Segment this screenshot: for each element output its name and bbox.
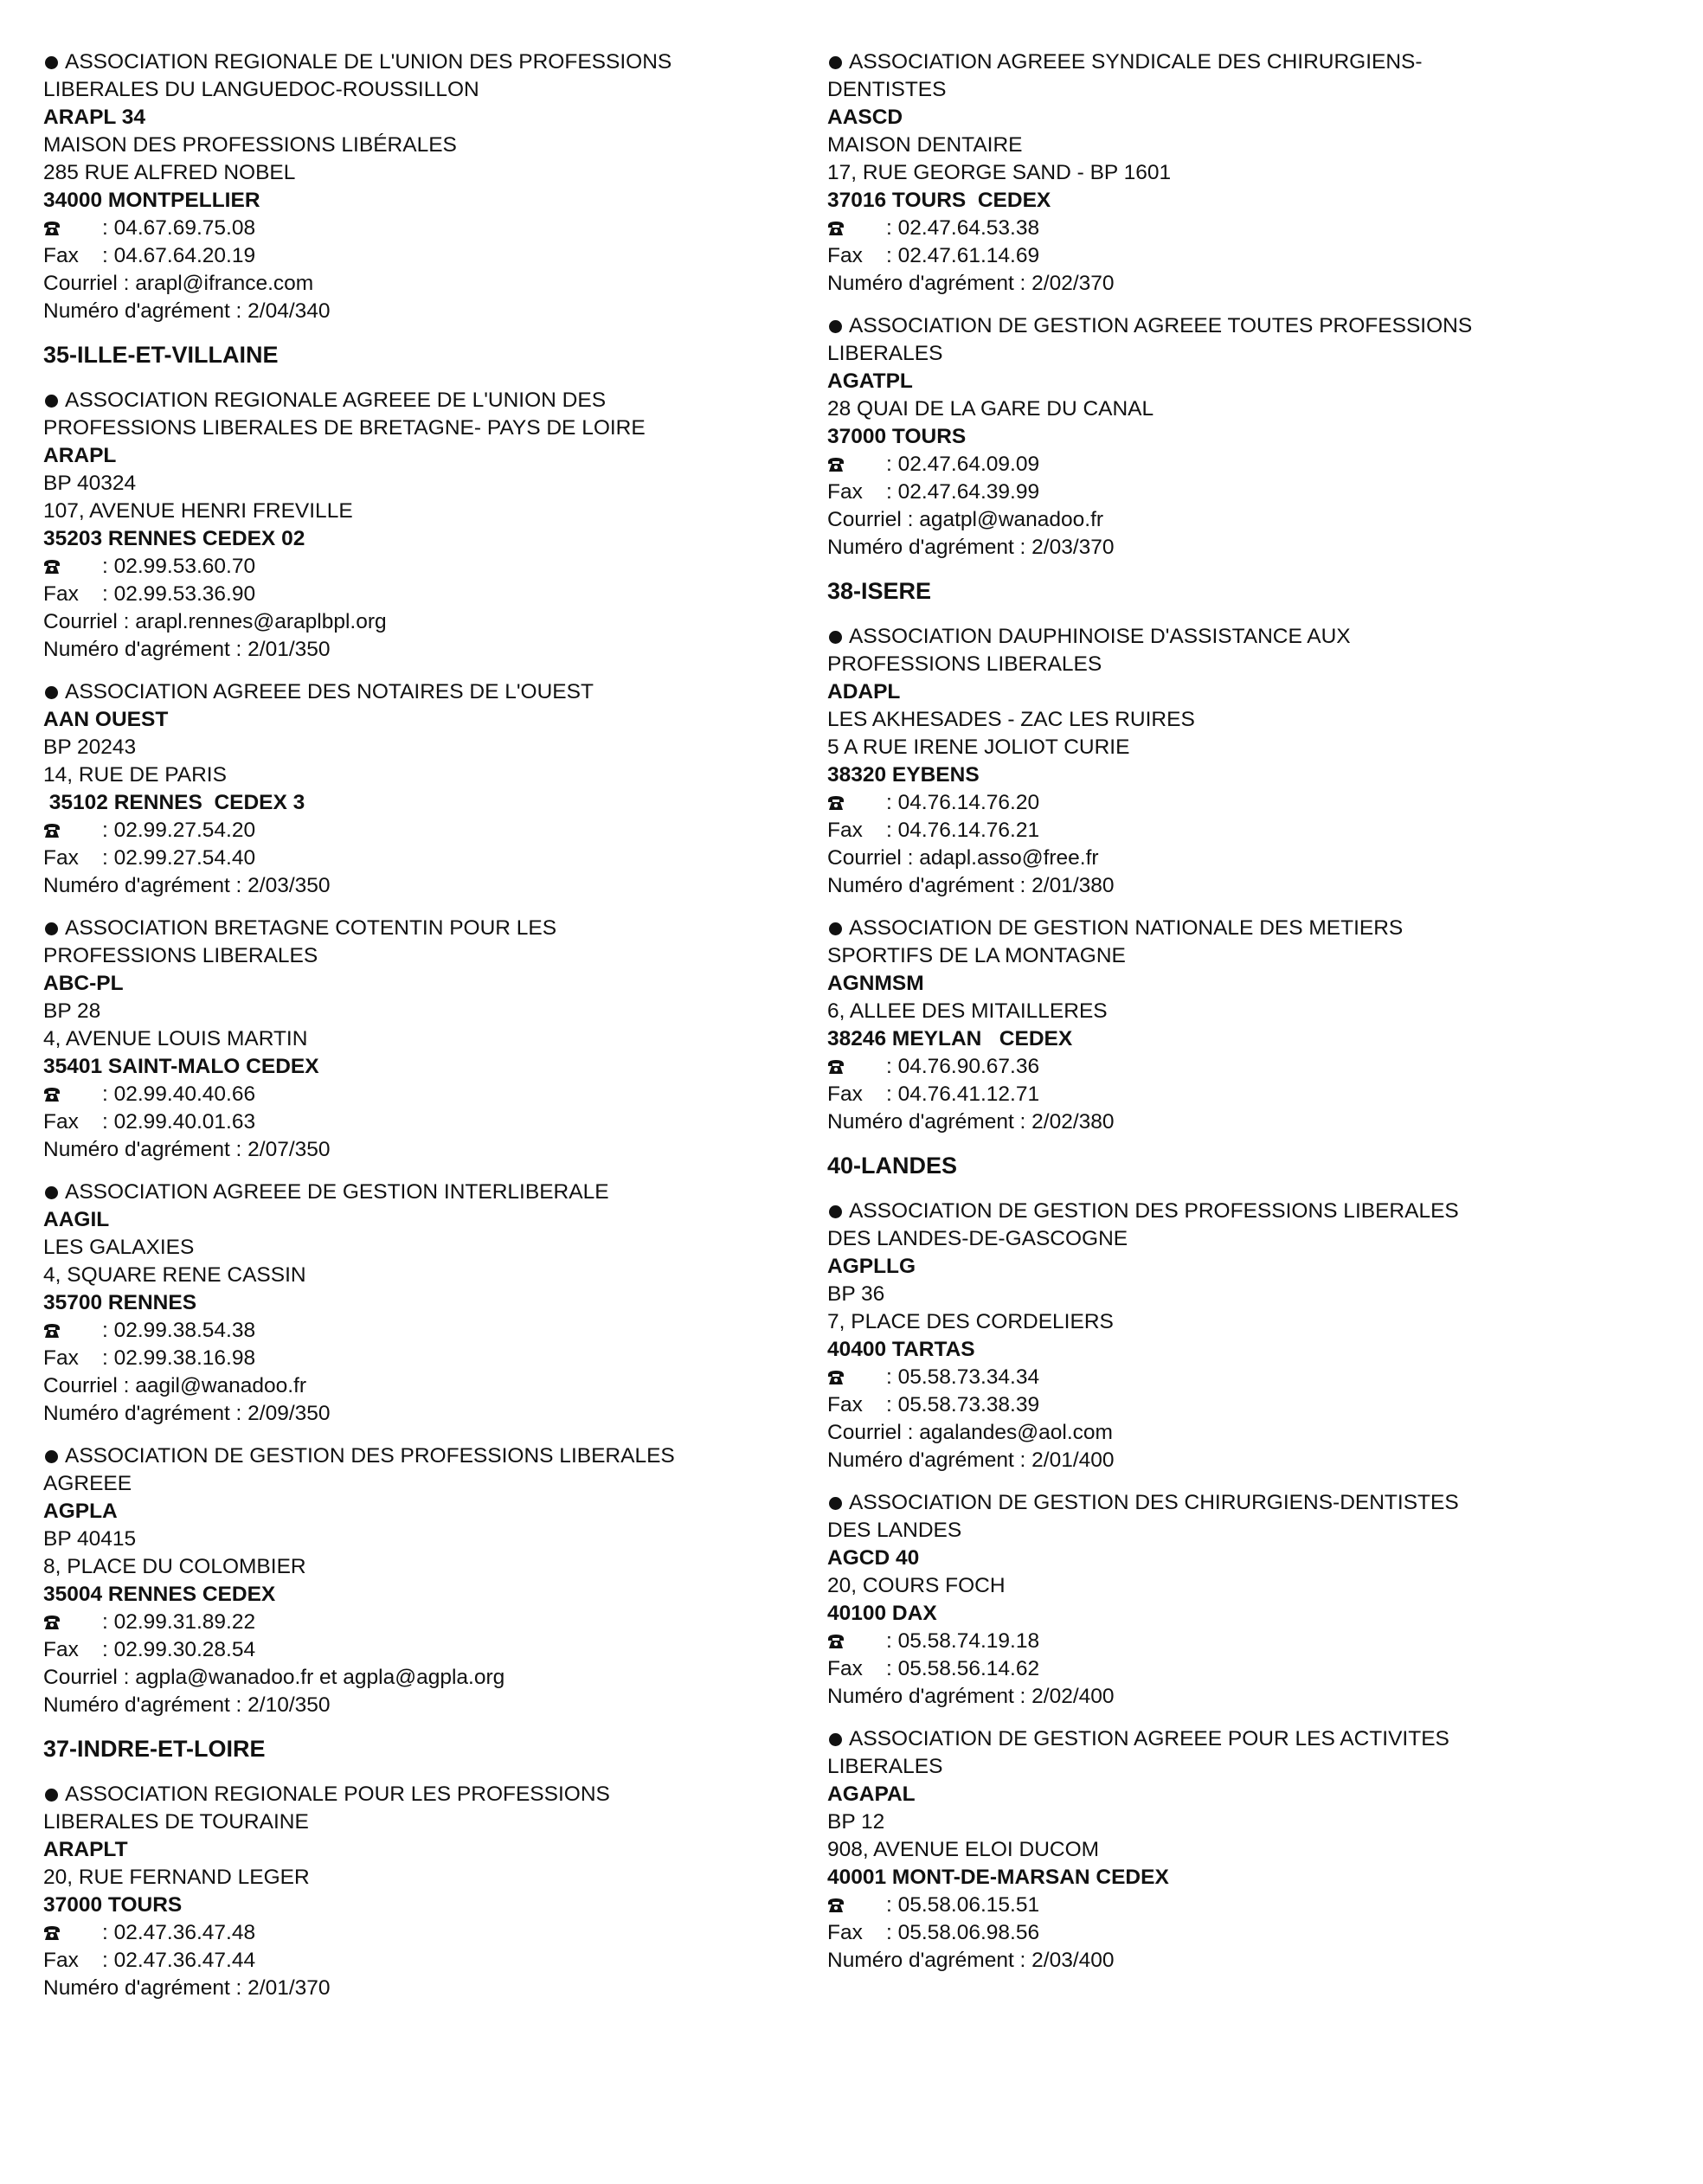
association-name xyxy=(827,48,1589,104)
association-entry xyxy=(43,1442,805,1719)
association-acronym: AASCD xyxy=(827,106,903,129)
association-name-line xyxy=(827,915,1589,942)
association-name-text: ASSOCIATION AGREEE SYNDICALE DES CHIRURGIENS- xyxy=(849,50,1423,74)
association-entry xyxy=(827,1489,1589,1711)
phone-number: : 02.47.64.09.09 xyxy=(886,453,1040,476)
association-name-text: DES LANDES xyxy=(827,1519,962,1542)
address-block xyxy=(827,706,1589,761)
phone-number: : 02.47.36.47.48 xyxy=(102,1921,256,1944)
association-name xyxy=(827,1489,1589,1545)
association-name xyxy=(43,1781,805,1836)
fax-number: : 04.67.64.20.19 xyxy=(102,244,256,267)
association-name xyxy=(43,1442,805,1498)
section-heading: 37-INDRE-ET-LOIRE xyxy=(43,1736,266,1762)
association-acronym: ADAPL xyxy=(827,680,901,703)
address-block xyxy=(43,1864,805,1892)
association-entry xyxy=(43,1179,805,1428)
telephone-icon xyxy=(43,1323,61,1339)
association-name-text: ASSOCIATION AGREEE DE GESTION INTERLIBERALE xyxy=(65,1180,609,1204)
association-name-text: ASSOCIATION DE GESTION AGREEE POUR LES ACTIVITES xyxy=(849,1727,1449,1750)
approval-number: Numéro d'agrément : 2/10/350 xyxy=(43,1693,331,1717)
fax-line xyxy=(43,581,805,608)
association-name xyxy=(43,48,805,104)
telephone-icon xyxy=(43,559,61,575)
association-acronym: AAGIL xyxy=(43,1208,110,1231)
association-acronym: ARAPL xyxy=(43,444,117,467)
association-entry xyxy=(43,387,805,664)
address-block xyxy=(43,998,805,1053)
fax-line xyxy=(827,479,1589,506)
association-entry xyxy=(827,1725,1589,1975)
association-name-line xyxy=(827,623,1589,651)
address-line: 17, RUE GEORGE SAND - BP 1601 xyxy=(827,161,1172,184)
phone-line xyxy=(827,1628,1589,1655)
association-name-text: ASSOCIATION DE GESTION DES PROFESSIONS LIBERALES xyxy=(65,1444,675,1468)
address-line: 7, PLACE DES CORDELIERS xyxy=(827,1310,1114,1333)
telephone-icon xyxy=(827,221,845,236)
phone-line xyxy=(827,451,1589,479)
fax-line xyxy=(43,242,805,270)
telephone-icon xyxy=(827,457,845,472)
address-block xyxy=(43,132,805,187)
address-block xyxy=(43,1234,805,1289)
address-line: BP 20243 xyxy=(43,735,137,759)
association-name-line xyxy=(43,414,805,442)
phone-number: : 02.47.64.53.38 xyxy=(886,216,1040,240)
address-block xyxy=(827,1281,1589,1336)
address-line: 20, RUE FERNAND LEGER xyxy=(43,1866,310,1889)
association-acronym: ABC-PL xyxy=(43,972,124,995)
email-line: Courriel : agalandes@aol.com xyxy=(827,1421,1113,1444)
bullet-icon xyxy=(829,922,842,935)
fax-label: Fax xyxy=(827,819,863,842)
phone-line xyxy=(43,817,805,845)
association-name-text: ASSOCIATION DAUPHINOISE D'ASSISTANCE AUX xyxy=(849,625,1351,648)
bullet-icon xyxy=(45,1789,58,1802)
association-acronym: ARAPL 34 xyxy=(43,106,146,129)
association-name-line xyxy=(827,942,1589,970)
association-name xyxy=(827,623,1589,678)
right-column xyxy=(827,48,1589,1989)
association-name-line xyxy=(43,1781,805,1808)
phone-line xyxy=(43,553,805,581)
telephone-icon xyxy=(43,1087,61,1102)
association-name xyxy=(43,678,805,706)
address-block xyxy=(43,1526,805,1581)
association-name-text: DES LANDES-DE-GASCOGNE xyxy=(827,1227,1128,1250)
fax-number: : 05.58.73.38.39 xyxy=(886,1393,1040,1416)
city-line: 35203 RENNES CEDEX 02 xyxy=(43,527,305,550)
telephone-icon xyxy=(827,1898,845,1913)
fax-line xyxy=(43,1636,805,1664)
phone-number: : 02.99.38.54.38 xyxy=(102,1319,256,1342)
address-block xyxy=(43,470,805,525)
association-acronym: ARAPLT xyxy=(43,1838,128,1861)
approval-number: Numéro d'agrément : 2/04/340 xyxy=(43,299,331,323)
city-line: 35401 SAINT-MALO CEDEX xyxy=(43,1055,319,1078)
address-block xyxy=(827,132,1589,187)
association-name xyxy=(43,1179,805,1206)
address-line: BP 40415 xyxy=(43,1527,137,1551)
phone-number: : 05.58.73.34.34 xyxy=(886,1365,1040,1389)
association-acronym: AGCD 40 xyxy=(827,1546,920,1570)
address-block xyxy=(827,395,1589,423)
association-name-text: ASSOCIATION BRETAGNE COTENTIN POUR LES xyxy=(65,916,557,940)
section-heading: 40-LANDES xyxy=(827,1153,958,1179)
telephone-icon xyxy=(827,1370,845,1385)
association-name-text: ASSOCIATION DE GESTION NATIONALE DES METIERS xyxy=(849,916,1404,940)
fax-line xyxy=(43,1108,805,1136)
association-name-line xyxy=(43,942,805,970)
association-name-line xyxy=(827,1517,1589,1545)
address-line: 285 RUE ALFRED NOBEL xyxy=(43,161,296,184)
fax-label: Fax xyxy=(43,582,79,606)
phone-number: : 05.58.06.15.51 xyxy=(886,1893,1040,1917)
approval-number: Numéro d'agrément : 2/03/350 xyxy=(43,874,331,897)
association-acronym: AGNMSM xyxy=(827,972,924,995)
city-line: 37000 TOURS xyxy=(43,1893,183,1917)
telephone-icon xyxy=(43,221,61,236)
email-line: Courriel : arapl@ifrance.com xyxy=(43,272,314,295)
approval-number: Numéro d'agrément : 2/03/370 xyxy=(827,536,1115,559)
city-line: 35102 RENNES CEDEX 3 xyxy=(43,791,305,814)
city-line: 40100 DAX xyxy=(827,1602,937,1625)
phone-line xyxy=(827,215,1589,242)
telephone-icon xyxy=(827,1059,845,1075)
address-line: 4, SQUARE RENE CASSIN xyxy=(43,1263,306,1287)
association-entry xyxy=(827,623,1589,900)
address-line: 6, ALLEE DES MITAILLERES xyxy=(827,999,1108,1023)
address-line: 4, AVENUE LOUIS MARTIN xyxy=(43,1027,308,1050)
bullet-icon xyxy=(829,1733,842,1746)
approval-number: Numéro d'agrément : 2/02/400 xyxy=(827,1685,1115,1708)
address-line: BP 12 xyxy=(827,1810,885,1834)
phone-number: : 04.76.14.76.20 xyxy=(886,791,1040,814)
association-name-text: AGREEE xyxy=(43,1472,132,1495)
fax-line xyxy=(827,1655,1589,1683)
association-entry xyxy=(43,1781,805,2002)
association-name-line xyxy=(43,76,805,104)
association-name-line xyxy=(827,1725,1589,1753)
fax-line xyxy=(827,242,1589,270)
approval-number: Numéro d'agrément : 2/01/370 xyxy=(43,1976,331,2000)
association-name-line xyxy=(43,1470,805,1498)
association-name-line xyxy=(43,48,805,76)
association-entry xyxy=(827,48,1589,298)
association-name xyxy=(827,1198,1589,1253)
approval-number: Numéro d'agrément : 2/01/380 xyxy=(827,874,1115,897)
bullet-icon xyxy=(45,1186,58,1199)
fax-number: : 04.76.14.76.21 xyxy=(886,819,1040,842)
association-acronym: AGAPAL xyxy=(827,1783,916,1806)
association-name-text: PROFESSIONS LIBERALES xyxy=(827,652,1102,676)
approval-number: Numéro d'agrément : 2/01/400 xyxy=(827,1449,1115,1472)
fax-number: : 02.47.64.39.99 xyxy=(886,480,1040,504)
association-name xyxy=(827,1725,1589,1781)
fax-number: : 02.47.61.14.69 xyxy=(886,244,1040,267)
fax-line xyxy=(827,1919,1589,1947)
association-name-line xyxy=(827,1489,1589,1517)
association-name xyxy=(827,915,1589,970)
fax-line xyxy=(827,1081,1589,1108)
association-name-text: LIBERALES DE TOURAINE xyxy=(43,1810,309,1834)
telephone-icon xyxy=(827,1634,845,1649)
fax-line xyxy=(43,1345,805,1372)
address-line: 8, PLACE DU COLOMBIER xyxy=(43,1555,306,1578)
address-line: MAISON DENTAIRE xyxy=(827,133,1023,157)
address-line: 107, AVENUE HENRI FREVILLE xyxy=(43,499,353,523)
association-name-line xyxy=(827,1225,1589,1253)
fax-label: Fax xyxy=(827,244,863,267)
association-name-text: PROFESSIONS LIBERALES xyxy=(43,944,318,967)
city-line: 37016 TOURS CEDEX xyxy=(827,189,1051,212)
association-name-text: ASSOCIATION AGREEE DES NOTAIRES DE L'OUEST xyxy=(65,680,594,703)
fax-number: : 02.47.36.47.44 xyxy=(102,1949,256,1972)
association-name-text: ASSOCIATION DE GESTION DES PROFESSIONS LIBERALES xyxy=(849,1199,1459,1223)
email-line: Courriel : agpla@wanadoo.fr et agpla@agpla.org xyxy=(43,1666,505,1689)
bullet-icon xyxy=(829,320,842,333)
city-line: 37000 TOURS xyxy=(827,425,967,448)
fax-number: : 02.99.30.28.54 xyxy=(102,1638,256,1661)
fax-number: : 02.99.40.01.63 xyxy=(102,1110,256,1134)
association-name-line xyxy=(43,1442,805,1470)
association-name-text: ASSOCIATION DE GESTION AGREEE TOUTES PROFESSIONS xyxy=(849,314,1473,337)
section-heading: 35-ILLE-ET-VILLAINE xyxy=(43,342,279,368)
association-name-text: LIBERALES DU LANGUEDOC-ROUSSILLON xyxy=(43,78,479,101)
address-block xyxy=(827,1808,1589,1864)
association-entry xyxy=(827,915,1589,1136)
email-line: Courriel : arapl.rennes@araplbpl.org xyxy=(43,610,387,633)
association-name-line xyxy=(827,651,1589,678)
bullet-icon xyxy=(45,922,58,935)
association-name-text: LIBERALES xyxy=(827,1755,943,1778)
fax-number: : 02.99.27.54.40 xyxy=(102,846,256,870)
fax-label: Fax xyxy=(827,480,863,504)
approval-number: Numéro d'agrément : 2/02/370 xyxy=(827,272,1115,295)
city-line: 35004 RENNES CEDEX xyxy=(43,1583,276,1606)
fax-label: Fax xyxy=(827,1657,863,1680)
phone-line xyxy=(43,1317,805,1345)
phone-number: : 02.99.53.60.70 xyxy=(102,555,256,578)
fax-number: : 05.58.56.14.62 xyxy=(886,1657,1040,1680)
approval-number: Numéro d'agrément : 2/09/350 xyxy=(43,1402,331,1425)
fax-number: : 02.99.38.16.98 xyxy=(102,1346,256,1370)
phone-number: : 02.99.31.89.22 xyxy=(102,1610,256,1634)
fax-line xyxy=(827,1391,1589,1419)
fax-line xyxy=(43,845,805,872)
city-line: 34000 MONTPELLIER xyxy=(43,189,260,212)
address-line: LES AKHESADES - ZAC LES RUIRES xyxy=(827,708,1195,731)
city-line: 40400 TARTAS xyxy=(827,1338,975,1361)
phone-line xyxy=(827,1053,1589,1081)
phone-line xyxy=(827,789,1589,817)
section-heading: 38-ISERE xyxy=(827,578,932,604)
phone-number: : 05.58.74.19.18 xyxy=(886,1629,1040,1653)
address-block xyxy=(43,734,805,789)
bullet-icon xyxy=(829,1205,842,1218)
association-name-text: LIBERALES xyxy=(827,342,943,365)
phone-number: : 04.76.90.67.36 xyxy=(886,1055,1040,1078)
fax-label: Fax xyxy=(43,244,79,267)
address-line: LES GALAXIES xyxy=(43,1236,195,1259)
phone-line xyxy=(827,1364,1589,1391)
telephone-icon xyxy=(43,1925,61,1941)
city-line: 35700 RENNES xyxy=(43,1291,197,1314)
approval-number: Numéro d'agrément : 2/07/350 xyxy=(43,1138,331,1161)
email-line: Courriel : adapl.asso@free.fr xyxy=(827,846,1099,870)
association-name-line xyxy=(827,76,1589,104)
fax-label: Fax xyxy=(43,1346,79,1370)
phone-number: : 02.99.27.54.20 xyxy=(102,819,256,842)
approval-number: Numéro d'agrément : 2/03/400 xyxy=(827,1949,1115,1972)
association-name xyxy=(43,387,805,442)
association-name-line xyxy=(43,678,805,706)
city-line: 38246 MEYLAN CEDEX xyxy=(827,1027,1073,1050)
association-acronym: AGPLA xyxy=(43,1500,118,1523)
association-name-line xyxy=(43,1179,805,1206)
fax-label: Fax xyxy=(43,1949,79,1972)
address-line: MAISON DES PROFESSIONS LIBÉRALES xyxy=(43,133,457,157)
association-name-line xyxy=(827,1198,1589,1225)
bullet-icon xyxy=(829,56,842,69)
fax-line xyxy=(827,817,1589,845)
address-line: 5 A RUE IRENE JOLIOT CURIE xyxy=(827,735,1130,759)
association-name-line xyxy=(827,48,1589,76)
bullet-icon xyxy=(45,56,58,69)
phone-number: : 02.99.40.40.66 xyxy=(102,1082,256,1106)
association-entry xyxy=(827,312,1589,562)
association-name-text: PROFESSIONS LIBERALES DE BRETAGNE- PAYS DE LOIRE xyxy=(43,416,646,440)
association-entry xyxy=(827,1198,1589,1474)
left-column xyxy=(43,48,805,2017)
fax-label: Fax xyxy=(43,1110,79,1134)
phone-number: : 04.67.69.75.08 xyxy=(102,216,256,240)
phone-line xyxy=(827,1892,1589,1919)
telephone-icon xyxy=(827,795,845,811)
address-line: 28 QUAI DE LA GARE DU CANAL xyxy=(827,397,1154,421)
association-name-text: ASSOCIATION DE GESTION DES CHIRURGIENS-DENTISTES xyxy=(849,1491,1459,1514)
fax-number: : 05.58.06.98.56 xyxy=(886,1921,1040,1944)
fax-label: Fax xyxy=(43,846,79,870)
approval-number: Numéro d'agrément : 2/02/380 xyxy=(827,1110,1115,1134)
association-name-text: ASSOCIATION REGIONALE AGREEE DE L'UNION DES xyxy=(65,389,607,412)
association-name-line xyxy=(43,387,805,414)
fax-line xyxy=(43,1947,805,1975)
bullet-icon xyxy=(45,395,58,408)
address-block xyxy=(827,1572,1589,1600)
phone-line xyxy=(43,1919,805,1947)
city-line: 40001 MONT-DE-MARSAN CEDEX xyxy=(827,1866,1169,1889)
email-line: Courriel : agatpl@wanadoo.fr xyxy=(827,508,1104,531)
telephone-icon xyxy=(43,823,61,838)
fax-label: Fax xyxy=(827,1082,863,1106)
association-name-line xyxy=(827,312,1589,340)
association-name-text: ASSOCIATION REGIONALE DE L'UNION DES PROFESSIONS xyxy=(65,50,672,74)
association-name xyxy=(827,312,1589,368)
association-acronym: AGPLLG xyxy=(827,1255,916,1278)
association-acronym: AAN OUEST xyxy=(43,708,169,731)
association-name-text: DENTISTES xyxy=(827,78,947,101)
association-name-text: ASSOCIATION REGIONALE POUR LES PROFESSIONS xyxy=(65,1783,610,1806)
association-entry xyxy=(43,48,805,325)
phone-line xyxy=(43,215,805,242)
approval-number: Numéro d'agrément : 2/01/350 xyxy=(43,638,331,661)
fax-number: : 04.76.41.12.71 xyxy=(886,1082,1040,1106)
fax-label: Fax xyxy=(827,1921,863,1944)
association-name-line xyxy=(827,340,1589,368)
city-line: 38320 EYBENS xyxy=(827,763,980,787)
phone-line xyxy=(43,1081,805,1108)
address-line: BP 28 xyxy=(43,999,101,1023)
bullet-icon xyxy=(829,1497,842,1510)
association-name-line xyxy=(43,1808,805,1836)
bullet-icon xyxy=(45,1450,58,1463)
fax-label: Fax xyxy=(827,1393,863,1416)
association-name-text: SPORTIFS DE LA MONTAGNE xyxy=(827,944,1126,967)
address-line: BP 40324 xyxy=(43,472,137,495)
telephone-icon xyxy=(43,1615,61,1630)
fax-number: : 02.99.53.36.90 xyxy=(102,582,256,606)
address-line: BP 36 xyxy=(827,1282,885,1306)
address-line: 20, COURS FOCH xyxy=(827,1574,1006,1597)
association-entry xyxy=(43,915,805,1164)
address-line: 908, AVENUE ELOI DUCOM xyxy=(827,1838,1100,1861)
association-acronym: AGATPL xyxy=(827,369,913,393)
association-entry xyxy=(43,678,805,900)
association-name xyxy=(43,915,805,970)
fax-label: Fax xyxy=(43,1638,79,1661)
bullet-icon xyxy=(829,631,842,644)
address-block xyxy=(827,998,1589,1025)
address-line: 14, RUE DE PARIS xyxy=(43,763,227,787)
phone-line xyxy=(43,1609,805,1636)
association-name-line xyxy=(43,915,805,942)
association-name-line xyxy=(827,1753,1589,1781)
email-line: Courriel : aagil@wanadoo.fr xyxy=(43,1374,307,1397)
bullet-icon xyxy=(45,686,58,699)
